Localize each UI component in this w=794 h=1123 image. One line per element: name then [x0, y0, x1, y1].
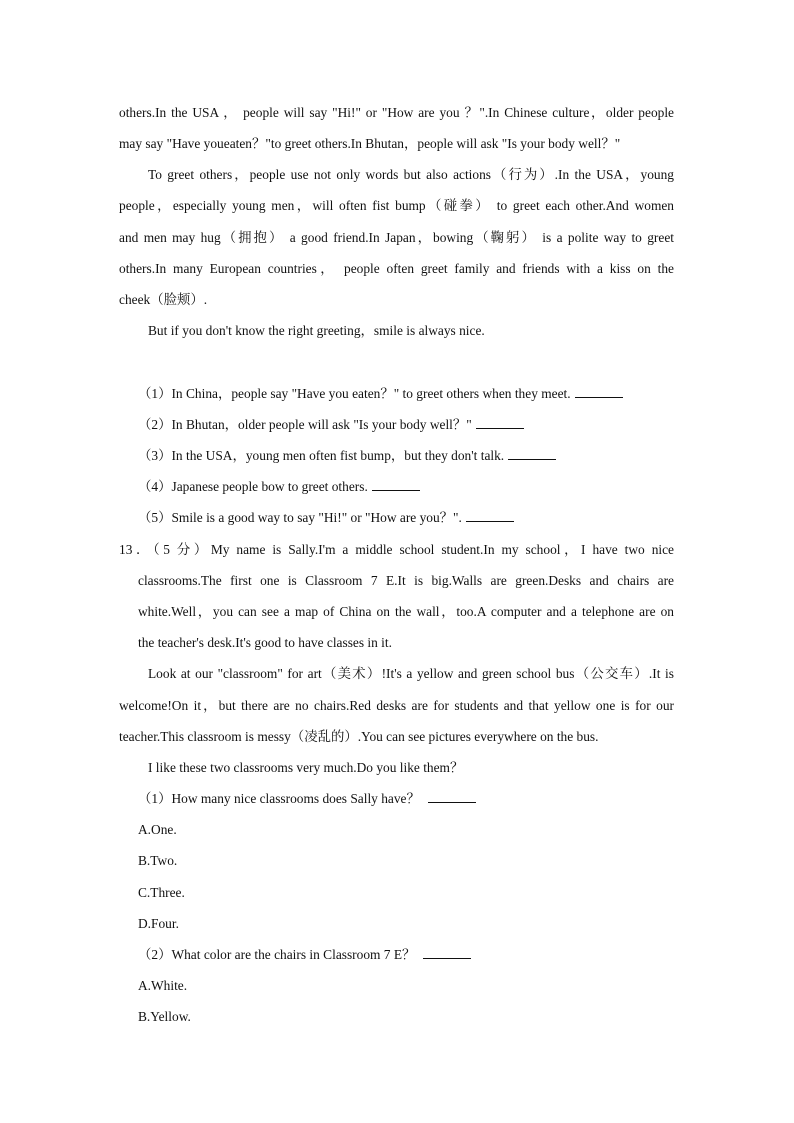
question-text: （1）In China，people say "Have you eaten？" to greet others when they meet. [138, 386, 571, 401]
q13-subquestion-2 [138, 946, 471, 964]
passage1-line-7: cheek（脸颊）. [119, 292, 208, 307]
true-false-question-2 [138, 416, 524, 434]
option-d[interactable]: D.Four. [138, 916, 179, 931]
passage1-line-1: others.In the USA ， people will say "Hi!" or "How are you ？".In Chinese culture，older people [119, 105, 674, 120]
passage1-line-4: people，especially young men，will often fist bump（碰拳） to greet each other.And women [119, 198, 674, 213]
question-text: （3）In the USA，young men often fist bump，but they don't talk. [138, 448, 505, 463]
true-false-question-5 [138, 509, 514, 527]
question-text: （5）Smile is a good way to say "Hi!" or "How are you？". [138, 510, 462, 525]
answer-blank[interactable] [372, 478, 420, 491]
q13-line-8: I like these two classrooms very much.Do you like them？ [148, 760, 464, 775]
answer-blank[interactable] [423, 946, 471, 959]
option-b[interactable]: B.Two. [138, 853, 178, 868]
q13-line-7: teacher.This classroom is messy（凌乱的）.You can see pictures everywhere on the bus. [119, 729, 599, 744]
true-false-question-1 [138, 385, 623, 403]
answer-blank[interactable] [508, 447, 556, 460]
q13-line-1: 13．（5 分）My name is Sally.I'm a middle school student.In my school，I have two nice [119, 542, 674, 557]
q13-line-5: Look at our "classroom" for art（美术）!It's a yellow and green school bus（公交车）.It is [148, 666, 674, 681]
option-a[interactable]: A.White. [138, 978, 188, 993]
answer-blank[interactable] [476, 416, 524, 429]
true-false-question-3 [138, 447, 556, 465]
true-false-question-4 [138, 478, 420, 496]
q13-line-6: welcome!On it，but there are no chairs.Red desks are for students and that yellow one is for our [119, 698, 674, 713]
answer-blank[interactable] [575, 385, 623, 398]
q13-line-2: classrooms.The first one is Classroom 7 E.It is big.Walls are green.Desks and chairs are [138, 573, 674, 588]
passage1-line-5: and men may hug（拥抱） a good friend.In Japan，bowing（鞠躬） is a polite way to greet [119, 230, 674, 245]
question-text: （2）In Bhutan，older people will ask "Is your body well？" [138, 417, 472, 432]
q13-subquestion-1 [138, 790, 476, 808]
question-text: （2）What color are the chairs in Classroom 7 E？ [138, 947, 416, 962]
option-c[interactable]: C.Three. [138, 885, 185, 900]
answer-blank[interactable] [466, 509, 514, 522]
q13-line-4: the teacher's desk.It's good to have classes in it. [138, 635, 392, 650]
question-text: （1）How many nice classrooms does Sally have？ [138, 791, 420, 806]
passage1-line-2: may say "Have youeaten？"to greet others.In Bhutan，people will ask "Is your body well？" [119, 136, 621, 151]
answer-blank[interactable] [428, 790, 476, 803]
passage1-line-6: others.In many European countries， people often greet family and friends with a kiss on the [119, 261, 674, 276]
option-b[interactable]: B.Yellow. [138, 1009, 191, 1024]
passage1-line-3: To greet others，people use not only words but also actions（行为）.In the USA，young [148, 167, 674, 182]
question-text: （4）Japanese people bow to greet others. [138, 479, 368, 494]
passage1-line-8: But if you don't know the right greeting，smile is always nice. [148, 323, 485, 338]
q13-line-3: white.Well，you can see a map of China on the wall，too.A computer and a telephone are on [138, 604, 674, 619]
option-a[interactable]: A.One. [138, 822, 177, 837]
